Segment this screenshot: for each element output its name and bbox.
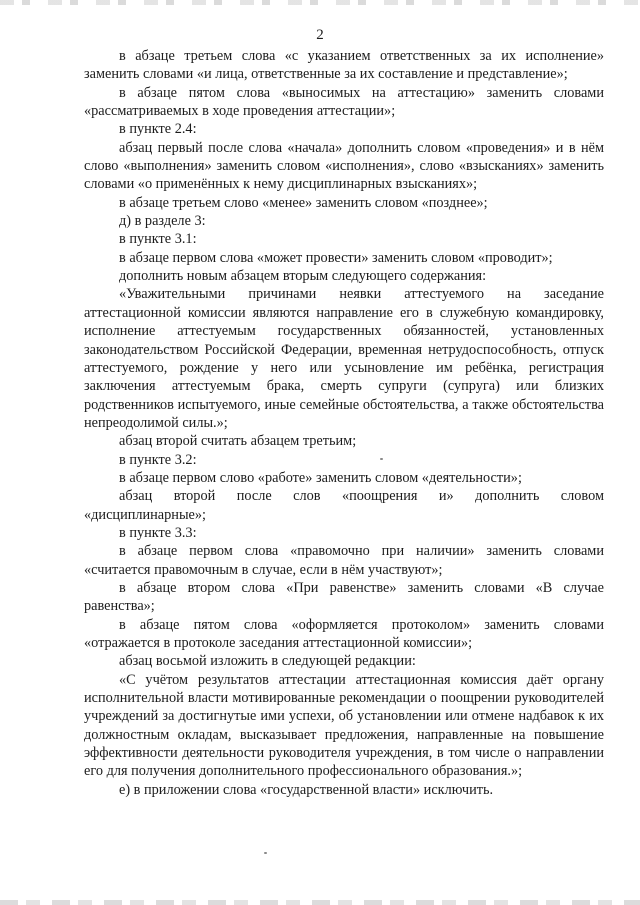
scan-edge-top xyxy=(0,0,640,5)
paragraph: в абзаце первом слова «может провести» заменить словом «проводит»; xyxy=(119,249,553,266)
paragraph: в пункте 3.1: xyxy=(119,231,197,248)
scan-speck xyxy=(264,852,267,854)
paragraph: в абзаце третьем слова «с указанием ответственных за их исполнение» заменить словами «и лица, ответственные за их составление и представление»; xyxy=(84,48,604,83)
paragraph: в абзаце пятом слова «выносимых на аттестацию» заменить словами «рассматриваемых в ходе проведения аттестации»; xyxy=(84,84,604,120)
paragraph: «Уважительными причинами неявки аттестуемого на заседание аттестационной комиссии являются направление его в служебную командировку, исполнение аттестуемым государственных обязанностей, установленных законодательством Российской Федерации, временная нетрудоспособность, отпуск аттестуемого, рождение у него или усыновление им ребёнка, регистрация заключения аттестуемым брака, смерть супруги (супруга) или близких родственников испытуемого, иные семейные обстоятельства, а также обстоятельства непреодолимой силы.»; xyxy=(84,286,604,431)
paragraph: в абзаце третьем слово «менее» заменить словом «позднее»; xyxy=(119,194,488,211)
scan-speck xyxy=(380,458,383,460)
paragraph: в абзаце пятом слова «оформляется протоколом» заменить словами «отражается в протоколе заседания аттестационной комиссии»; xyxy=(84,616,604,651)
paragraph: в пункте 3.2: xyxy=(119,451,197,468)
paragraph: абзац второй считать абзацем третьим; xyxy=(119,433,357,450)
paragraph: в абзаце первом слова «правомочно при наличии» заменить словами «считается правомочным в случае, если в нём участвуют»; xyxy=(84,543,604,578)
paragraph: д) в разделе 3: xyxy=(119,213,206,230)
paragraph: абзац второй после слов «поощрения и» дополнить словом «дисциплинарные»; xyxy=(84,488,604,523)
paragraph: е) в приложении слова «государственной власти» исключить. xyxy=(119,781,494,798)
paragraph: дополнить новым абзацем вторым следующего содержания: xyxy=(119,268,487,285)
scan-edge-bottom xyxy=(0,900,640,905)
paragraph: абзац восьмой изложить в следующей редакции: xyxy=(119,653,416,670)
paragraph: «С учётом результатов аттестации аттестационная комиссия даёт органу исполнительной власти мотивированные рекомендации о поощрении руководителей учреждений за достигнутые ими успехи, об установлении или отмене надбавок к их должностным окладам, высказывает предложения, направленные на повышение эффективности деятельности руководителя учреждения, в том числе о направлении его для получения дополнительного профессионального образования.»; xyxy=(84,671,604,780)
paragraph: в пункте 2.4: xyxy=(119,121,197,138)
paragraph: абзац первый после слова «начала» дополнить словом «проведения» и в нём слово «выполнения» заменить словом «исполнения», слово «взысканиях» заменить словами «о применённых к нему дисциплинарных взысканиях»; xyxy=(84,139,604,193)
paragraph: в абзаце первом слово «работе» заменить словом «деятельности»; xyxy=(119,469,522,486)
page-number: 2 xyxy=(316,27,324,43)
paragraph: в абзаце втором слова «При равенстве» заменить словами «В случае равенства»; xyxy=(84,579,604,615)
paragraph: в пункте 3.3: xyxy=(119,524,197,541)
document-body xyxy=(84,47,604,799)
